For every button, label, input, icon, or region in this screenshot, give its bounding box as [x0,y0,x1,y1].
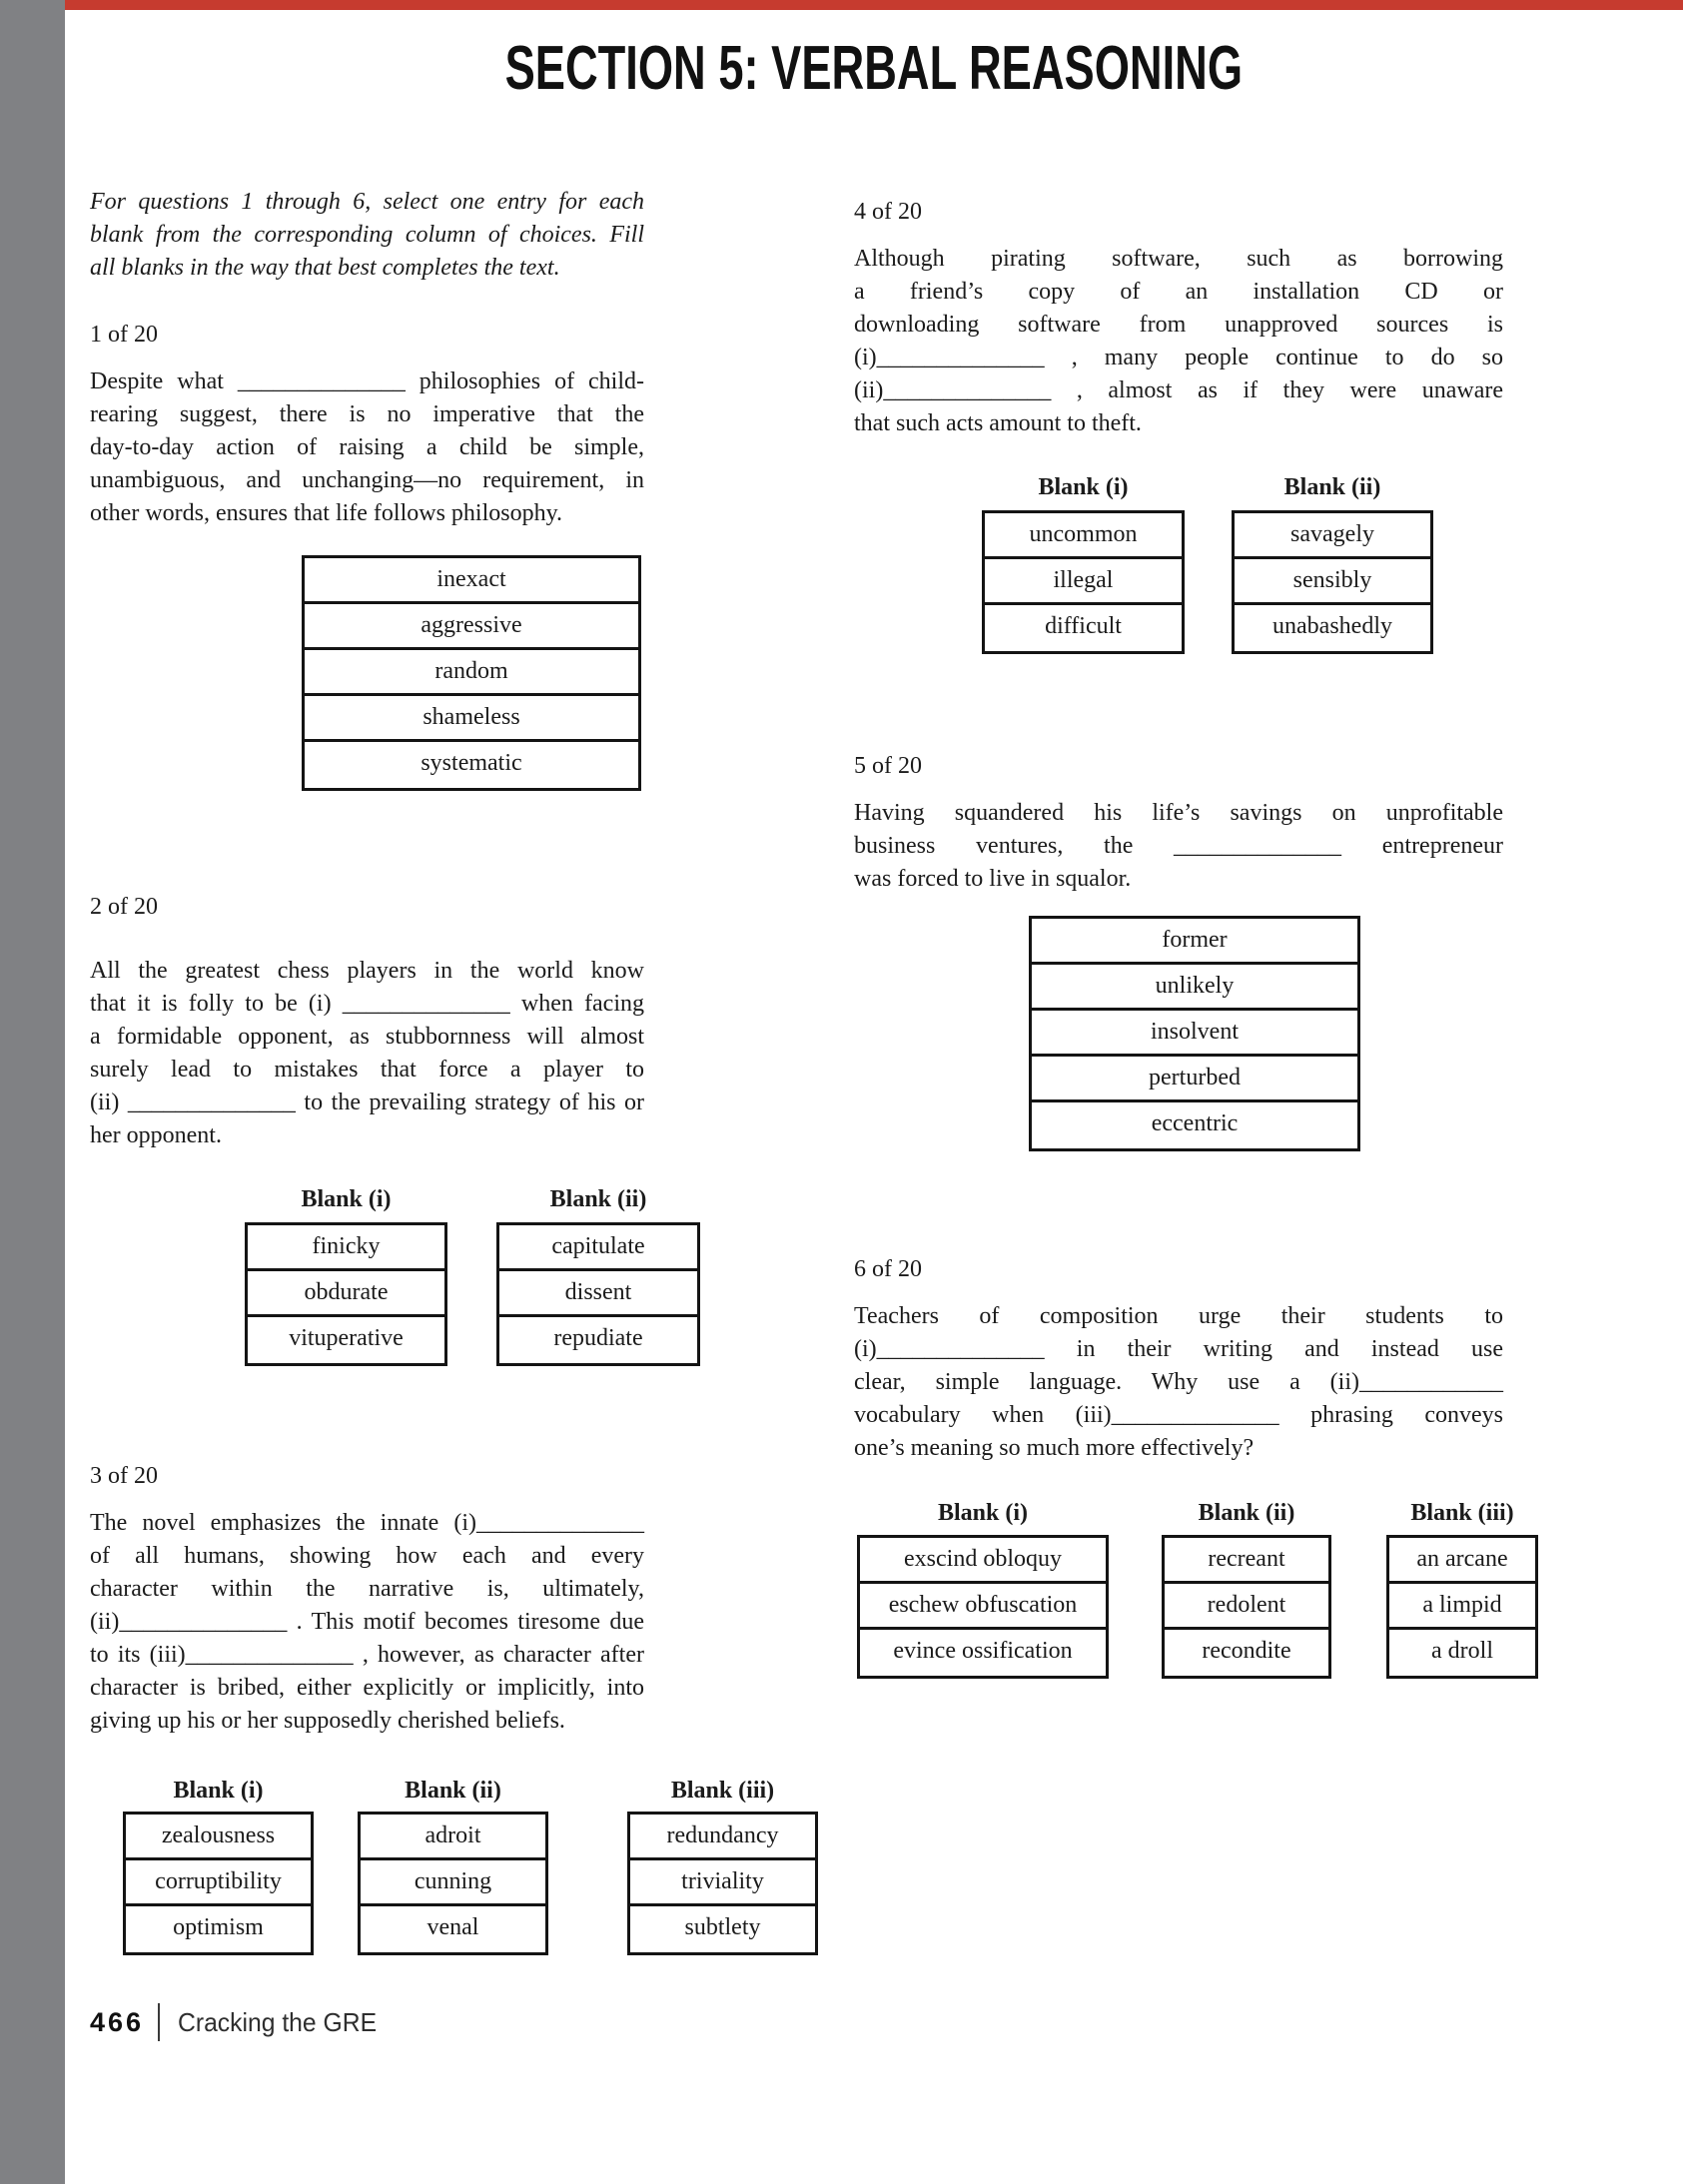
choice-cell: perturbed [1032,1057,1357,1102]
page-number: 466 [90,2006,145,2037]
blank-header: Blank (iii) [1410,1500,1514,1526]
question-3-blank3-table [627,1812,818,1955]
text-line: rearing suggest, there is no imperative that the [90,401,644,427]
choice-cell: dissent [499,1271,697,1317]
choice-cell: capitulate [499,1225,697,1271]
text-line: Having squandered his life’s savings on unprofitable [854,800,1503,826]
choice-cell: cunning [361,1860,545,1906]
text-line: clear, simple language. Why use a (ii)____________ [854,1369,1503,1395]
choice-cell: triviality [630,1860,815,1906]
text-line: Teachers of composition urge their students to [854,1303,1503,1329]
question-3-text [90,1507,644,1738]
instructions [90,186,644,285]
text-line: that such acts amount to theft. [854,410,1142,436]
choice-cell: obdurate [248,1271,444,1317]
choice-cell: recondite [1202,1638,1291,1664]
text-line: Despite what ______________ philosophies of child- [90,368,644,394]
choice-cell: recreant [1165,1538,1328,1584]
text-line: a friend’s copy of an installation CD or [854,279,1503,305]
question-6-number-label: 6 of 20 [854,1256,922,1282]
question-4-text [854,243,1503,440]
question-1-text [90,365,644,530]
choice-cell: venal [426,1914,479,1940]
choice-cell: insolvent [1032,1011,1357,1057]
page-footer [90,2000,388,2044]
text-line: character within the narrative is, ultimately, [90,1576,644,1602]
choice-cell: an arcane [1389,1538,1535,1584]
question-3-number-label: 3 of 20 [90,1463,158,1489]
choice-cell: a droll [1431,1638,1493,1664]
top-accent-bar [65,0,1683,10]
choice-cell: uncommon [985,513,1182,559]
question-2-blank2-table [496,1222,700,1366]
text-line: a formidable opponent, as stubbornness will almost [90,1024,644,1050]
blank-header: Blank (ii) [549,1186,647,1212]
choice-cell: unabashedly [1272,613,1392,639]
text-line: unambiguous, and unchanging—no requirement, in [90,467,644,493]
text-line: For questions 1 through 6, select one entry for each [90,189,644,215]
choice-cell: unlikely [1032,965,1357,1011]
question-4-blank2-table [1232,510,1433,654]
text-line: All the greatest chess players in the world know [90,958,644,984]
choice-cell: savagely [1235,513,1430,559]
blank-header: Blank (i) [1038,474,1129,500]
question-3-blank2-table [358,1812,548,1955]
choice-cell: inexact [305,558,638,604]
choice-cell: optimism [173,1914,264,1940]
choice-cell: redolent [1165,1584,1328,1630]
text-line: her opponent. [90,1122,222,1148]
text-line: that it is folly to be (i) ______________ when facing [90,991,644,1017]
choice-cell: aggressive [305,604,638,650]
choice-cell: eschew obfuscation [860,1584,1106,1630]
blank-header: Blank (i) [937,1500,1029,1526]
question-1-choices-table [302,555,641,791]
choice-cell: evince ossification [893,1638,1073,1664]
book-title: Cracking the GRE [178,2006,378,2037]
choice-cell: adroit [361,1815,545,1860]
choice-cell: exscind obloquy [860,1538,1106,1584]
section-title-text: SECTION 5: VERBAL REASONING [504,34,1244,103]
choice-cell: shameless [305,696,638,742]
choice-cell: vituperative [289,1325,404,1351]
choice-cell: sensibly [1235,559,1430,605]
text-line: all blanks in the way that best completes the text. [90,255,560,281]
question-6-blank1-table [857,1535,1109,1679]
text-line: (i)______________ in their writing and instead use [854,1336,1503,1362]
text-line: (ii) ______________ to the prevailing strategy of his or [90,1090,644,1115]
blank-header: Blank (ii) [405,1778,501,1804]
question-6-blank3-table [1386,1535,1538,1679]
choice-cell: a limpid [1389,1584,1535,1630]
text-line: (ii)______________ , almost as if they were unaware [854,377,1503,403]
text-line: day-to-day action of raising a child be simple, [90,434,644,460]
choice-cell: systematic [421,750,522,776]
text-line: downloading software from unapproved sources is [854,312,1503,338]
text-line: vocabulary when (iii)______________ phrasing conveys [854,1402,1503,1428]
text-line: (ii)______________ . This motif becomes tiresome due [90,1609,644,1635]
question-5-choices-table [1029,916,1360,1151]
question-3-blank1-table [123,1812,314,1955]
question-5-text [854,797,1503,896]
choice-cell: former [1032,919,1357,965]
blank-header: Blank (iii) [670,1778,775,1804]
text-line: business ventures, the ______________ entrepreneur [854,833,1503,859]
choice-cell: illegal [985,559,1182,605]
text-line: was forced to live in squalor. [854,866,1132,892]
text-line: Although pirating software, such as borrowing [854,246,1503,272]
question-2-blank1-table [245,1222,447,1366]
choice-cell: subtlety [684,1914,761,1940]
choice-cell: random [305,650,638,696]
footer-divider [158,2003,160,2041]
choice-cell: repudiate [553,1325,643,1351]
text-line: to its (iii)______________ , however, as character after [90,1642,644,1668]
choice-cell: zealousness [126,1815,311,1860]
question-6-blank2-table [1162,1535,1331,1679]
blank-header: Blank (ii) [1198,1500,1295,1526]
text-line: character is bribed, either explicitly or implicitly, into [90,1675,644,1701]
question-1-number-label: 1 of 20 [90,322,158,348]
choice-cell: corruptibility [126,1860,311,1906]
text-line: one’s meaning so much more effectively? [854,1435,1255,1461]
text-line: surely lead to mistakes that force a player to [90,1057,644,1083]
left-margin-bar [0,0,65,2184]
choice-cell: finicky [248,1225,444,1271]
section-title [65,34,1683,103]
blank-header: Blank (ii) [1283,474,1381,500]
text-line: The novel emphasizes the innate (i)______________ [90,1510,644,1536]
choice-cell: difficult [1045,613,1122,639]
text-line: (i)______________ , many people continue to do so [854,345,1503,370]
question-5-number-label: 5 of 20 [854,753,922,779]
text-line: other words, ensures that life follows philosophy. [90,500,563,526]
blank-header: Blank (i) [173,1778,264,1804]
blank-header: Blank (i) [301,1186,392,1212]
question-4-number-label: 4 of 20 [854,199,922,225]
text-line: of all humans, showing how each and every [90,1543,644,1569]
question-4-blank1-table [982,510,1185,654]
question-2-number-label: 2 of 20 [90,894,158,920]
text-line: giving up his or her supposedly cherished beliefs. [90,1708,565,1734]
question-2-text [90,955,644,1152]
choice-cell: redundancy [630,1815,815,1860]
question-6-text [854,1300,1503,1465]
choice-cell: eccentric [1151,1110,1239,1136]
text-line: blank from the corresponding column of choices. Fill [90,222,644,248]
